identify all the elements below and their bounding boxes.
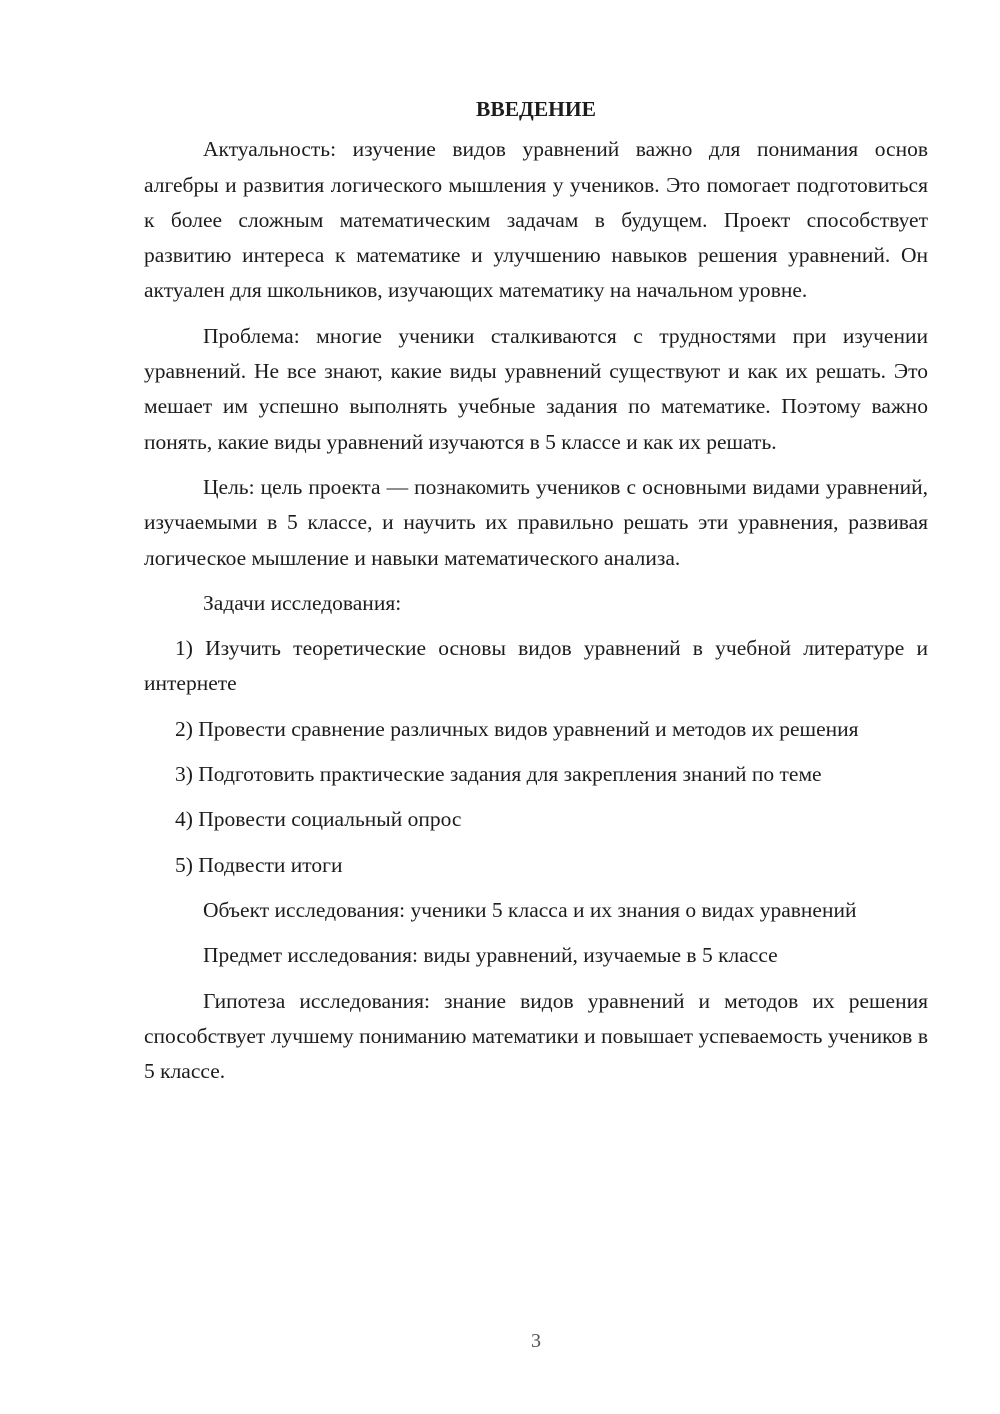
tasks-list — [144, 631, 928, 883]
document-page — [144, 92, 928, 1099]
hypothesis-paragraph: Гипотеза исследования: знание видов уравнений и методов их решения способствует лучшему пониманию математики и повышает успеваемость учеников в 5 классе. — [144, 988, 928, 1084]
task-item-4: 4) Провести социальный опрос — [175, 807, 462, 832]
task-item-3: 3) Подготовить практические задания для закрепления знаний по теме — [175, 762, 822, 787]
problem-paragraph: Проблема: многие ученики сталкиваются с трудностями при изучении уравнений. Не все знают, какие виды уравнений существуют и как их решать. Это мешает им успешно выполнять учебные задания по математике. Поэтому важно понять, какие виды уравнений изучаются в 5 классе и как их решать. — [144, 323, 928, 454]
task-item-1: 1) Изучить теоретические основы видов уравнений в учебной литературе и интернете — [144, 636, 928, 696]
task-item-5: 5) Подвести итоги — [175, 852, 343, 877]
research-subject-paragraph: Предмет исследования: виды уравнений, изучаемые в 5 классе — [203, 943, 778, 968]
tasks-heading: Задачи исследования: — [203, 590, 402, 615]
research-object-paragraph: Объект исследования: ученики 5 класса и их знания о видах уравнений — [203, 897, 857, 922]
goal-paragraph: Цель: цель проекта — познакомить учеников с основными видами уравнений, изучаемыми в 5 классе, и научить их правильно решать эти уравнения, развивая логическое мышление и навыки математического анализа. — [144, 474, 928, 570]
page-number: 3 — [531, 1330, 541, 1352]
relevance-paragraph: Актуальность: изучение видов уравнений важно для понимания основ алгебры и развития логического мышления у учеников. Это помогает подготовиться к более сложным математическим задачам в будущем. Проект способствует развитию интереса к математике и улучшению навыков решения уравнений. Он актуален для школьников, изучающих математику на начальном уровне. — [144, 137, 928, 303]
task-item-2: 2) Провести сравнение различных видов уравнений и методов их решения — [175, 716, 859, 741]
page-title: ВВЕДЕНИЕ — [476, 97, 596, 121]
